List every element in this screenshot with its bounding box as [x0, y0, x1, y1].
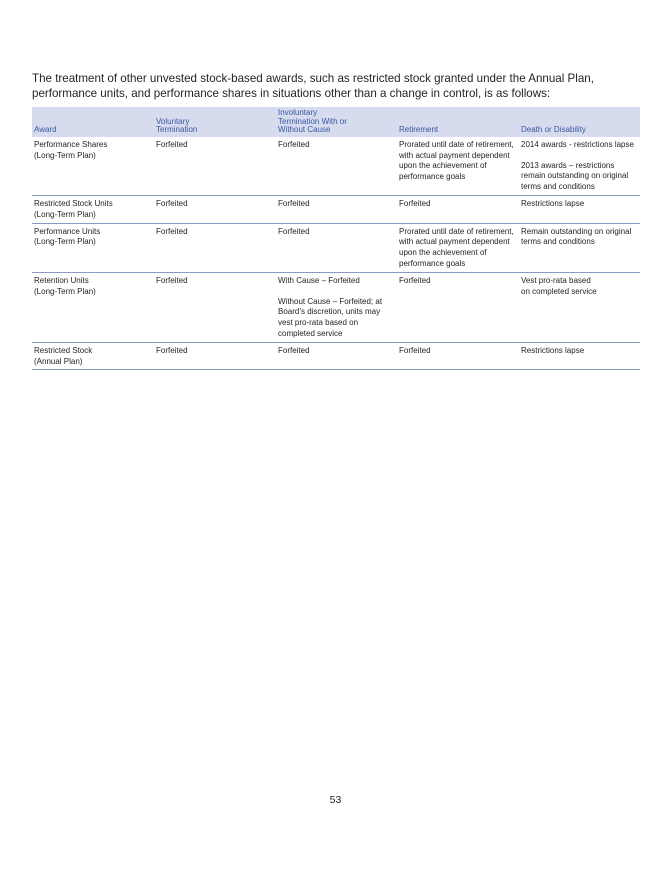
- cell-award: Performance Shares (Long-Term Plan): [32, 137, 154, 196]
- table-row: [32, 137, 640, 196]
- cell-involuntary: With Cause – Forfeited Without Cause – Forfeited; at Board’s discretion, units may vest pro-rata based on completed service: [276, 272, 397, 342]
- intro-paragraph: The treatment of other unvested stock-based awards, such as restricted stock granted under the Annual Plan, performance units, and performance shares in situations other than a change in control, is as follows:: [32, 72, 594, 100]
- cell-voluntary: Forfeited: [154, 223, 276, 272]
- cell-voluntary: Forfeited: [154, 272, 276, 342]
- page-number: 53: [329, 794, 342, 806]
- cell-involuntary: Forfeited: [276, 342, 397, 370]
- table-header-row: [32, 107, 640, 137]
- cell-award: Retention Units (Long-Term Plan): [32, 272, 154, 342]
- cell-award: Restricted Stock Units (Long-Term Plan): [32, 195, 154, 223]
- header-voluntary-termination: Voluntary Termination: [154, 107, 276, 137]
- cell-retirement: Prorated until date of retirement, with actual payment dependent upon the achievement of performance goals: [397, 137, 519, 196]
- award-treatment-table: [32, 107, 640, 370]
- cell-retirement: Prorated until date of retirement, with actual payment dependent upon the achievement of performance goals: [397, 223, 519, 272]
- cell-involuntary: Forfeited: [276, 137, 397, 196]
- cell-involuntary: Forfeited: [276, 223, 397, 272]
- cell-death-disability: Vest pro-rata based on completed service: [519, 272, 640, 342]
- table-row: [32, 223, 640, 272]
- table-row: [32, 195, 640, 223]
- table-row: [32, 272, 640, 342]
- cell-voluntary: Forfeited: [154, 342, 276, 370]
- header-death-or-disability: Death or Disability: [519, 107, 640, 137]
- cell-voluntary: Forfeited: [154, 195, 276, 223]
- cell-death-disability: Remain outstanding on original terms and conditions: [519, 223, 640, 272]
- header-involuntary-termination: Involuntary Termination With or Without Cause: [276, 107, 397, 137]
- table-row: [32, 342, 640, 370]
- cell-award: Performance Units (Long-Term Plan): [32, 223, 154, 272]
- header-award: Award: [32, 107, 154, 137]
- cell-involuntary: Forfeited: [276, 195, 397, 223]
- cell-retirement: Forfeited: [397, 342, 519, 370]
- cell-death-disability: Restrictions lapse: [519, 195, 640, 223]
- cell-voluntary: Forfeited: [154, 137, 276, 196]
- header-retirement: Retirement: [397, 107, 519, 137]
- cell-award: Restricted Stock (Annual Plan): [32, 342, 154, 370]
- page-content: [32, 72, 640, 370]
- cell-retirement: Forfeited: [397, 272, 519, 342]
- cell-death-disability: Restrictions lapse: [519, 342, 640, 370]
- cell-retirement: Forfeited: [397, 195, 519, 223]
- cell-death-disability: 2014 awards - restrictions lapse 2013 awards – restrictions remain outstanding on original terms and conditions: [519, 137, 640, 196]
